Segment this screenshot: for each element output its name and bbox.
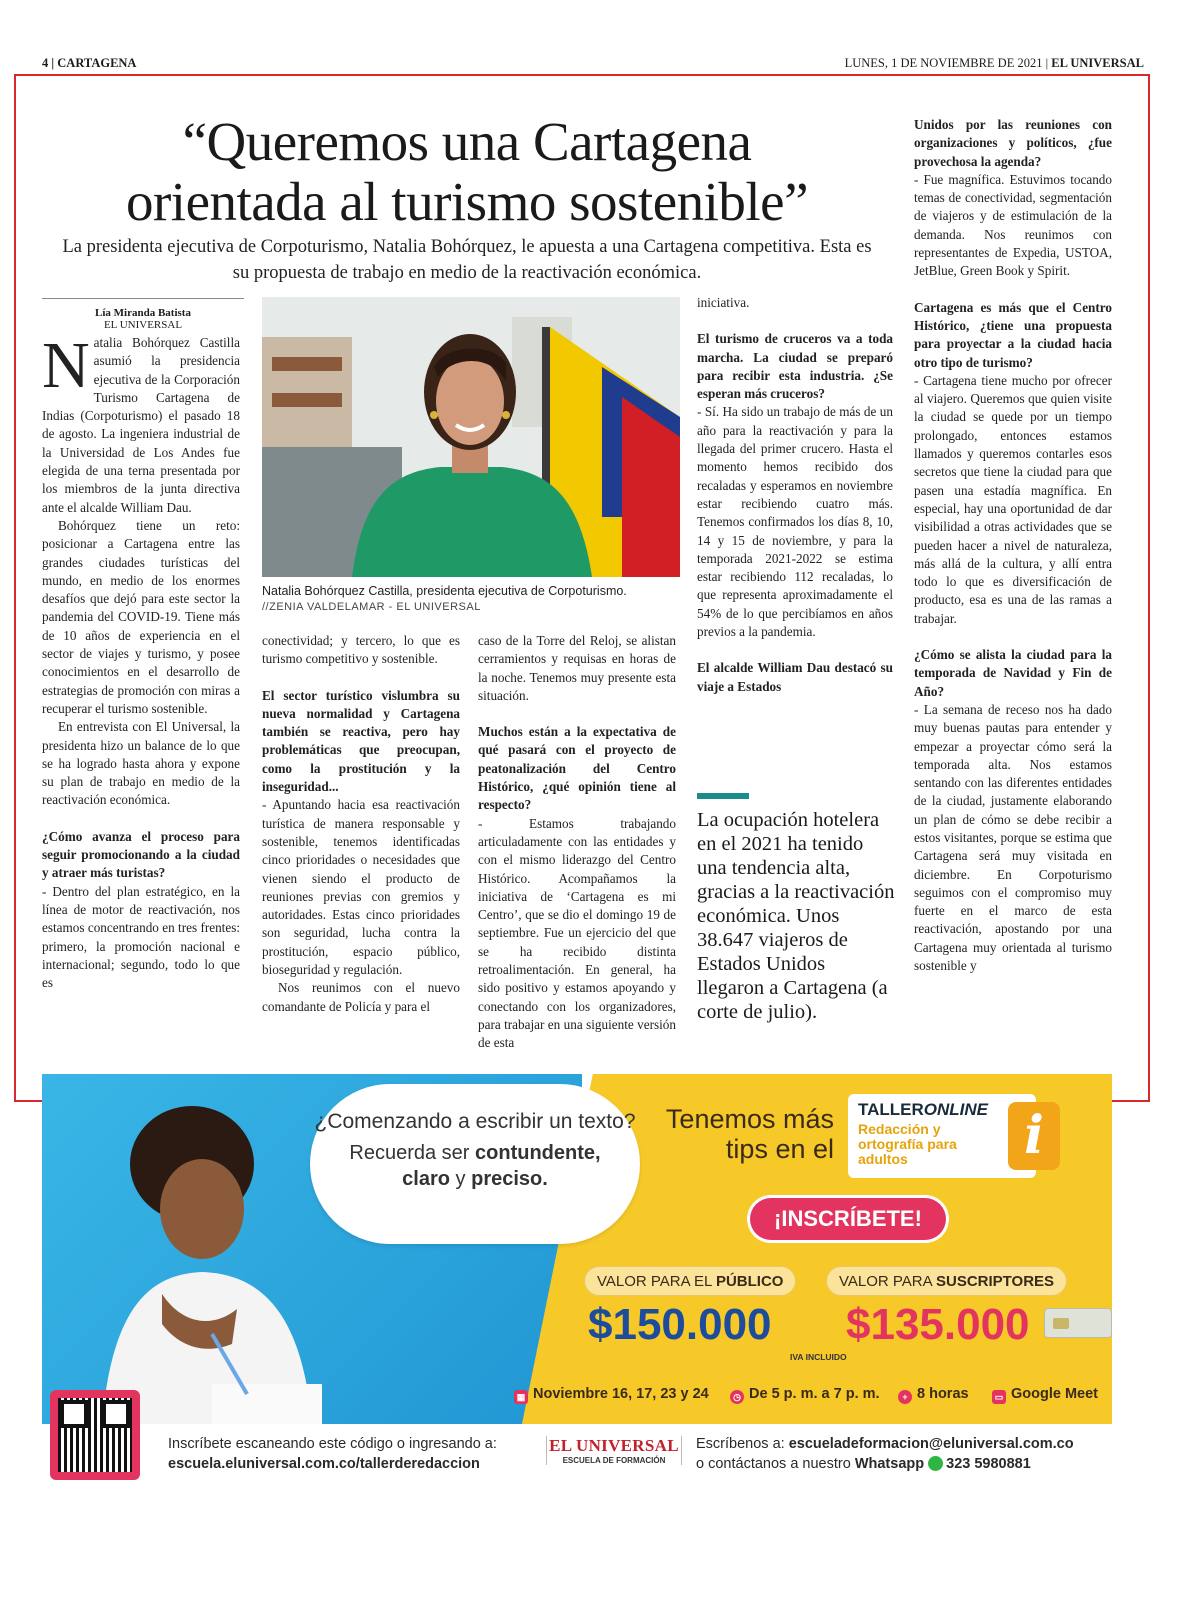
interview-answer: - Apuntando hacia esa reactivación turística de manera responsable y sostenible, tenemos identificadas cinco prioridades o necesidades que vienen siendo el producto de reuniones previas con gremios y autoridades. Estas cinco prioridades son seguridad, lucha contra la prostitución, espacio público, bioseguridad y regulación. [262,797,460,978]
outlet: EL UNIVERSAL [103,319,183,331]
info-icon: i [1008,1102,1060,1170]
public-price-label [584,1266,796,1296]
timer-icon: + [898,1390,912,1404]
bubble-text: Recuerda ser [349,1142,476,1164]
folio-right: LUNES, 1 DE NOVIEMBRE DE 2021 | EL UNIVERSAL [844,56,1144,70]
school-logo [546,1436,682,1465]
dropcap: N [42,329,90,402]
logo-subtitle: ESCUELA DE FORMACIÓN [562,1456,666,1465]
headline-line-2: orientada al turismo sostenible” [125,171,808,232]
interview-question: ¿Cómo se alista la ciudad para la temporada de Navidad y Fin de Año? [914,647,1112,699]
label-text: VALOR PARA EL [597,1273,716,1290]
caption-text: Natalia Bohórquez Castilla, presidenta ejecutiva de Corpoturismo. [262,584,627,598]
author: Lía Miranda Batista [95,307,191,319]
schedule-bar [512,1380,1112,1410]
lead-paragraph [42,329,240,517]
page-folio [42,56,1144,72]
subhead: La presidenta ejecutiva de Corpoturismo, Natalia Bohórquez, le apuesta a una Cartagena competitiva. Esta es su propuesta de trabajo en medio de la reactivación económica. [62,237,872,283]
signup-text: Inscríbete escaneando este código o ingresando a: [168,1436,497,1452]
paragraph: Bohórquez tiene un reto: posicionar a Cartagena entre las grandes ciudades turísticas del mundo, en medio de los enormes desafíos que dejó para este sector la pandemia del COVID-19. Tiene más de 10 años de experiencia en el sector de viajes y turismo, y posee conocimientos en el desarrollo de estrategias de promoción con miras a recuperar el turismo sostenible. [42,517,240,716]
column-2 [262,632,460,1016]
contact-email[interactable]: escueladeformacion@eluniversal.com.co [788,1436,1074,1452]
label-text: VALOR PARA [839,1273,936,1290]
tax-note: IVA INCLUIDO [790,1352,847,1362]
subscriber-price: $135.000 [846,1300,1030,1349]
column-3 [478,632,676,1053]
workshop-subtitle: Redacción y ortografía para adultos [858,1121,957,1167]
interview-question: El turismo de cruceros va a toda marcha. La ciudad se preparó para recibir esta industria. ¿Se esperan más cruceros? [697,331,893,402]
bubble-text: y [449,1168,472,1190]
schedule-platform [992,1386,1098,1404]
tips-heading: Tenemos más tips en el [665,1104,834,1164]
workshop-title [858,1100,1026,1120]
signup-button[interactable]: ¡INSCRÍBETE! [750,1198,946,1240]
interview-question: ¿Cómo avanza el proceso para seguir promocionando a la ciudad y atraer más turistas? [42,828,240,881]
contact-text: o contáctanos a nuestro [696,1456,855,1472]
portrait-illustration [262,297,680,577]
contact-phone-line [696,1454,1074,1474]
contact-info [696,1434,1074,1474]
interview-question: El sector turístico vislumbra su nueva normalidad y Cartagena también se reactiva, pero hay problemáticas que preocupan, como la prostitución y la inseguridad... [262,687,460,795]
paragraph: conectividad; y tercero, lo que es turismo competitivo y sostenible. [262,633,460,667]
time-text: De 5 p. m. a 7 p. m. [749,1386,880,1402]
workshop-title-text: TALLER [858,1100,924,1119]
bubble-question: ¿Comenzando a escribir un texto? [314,1110,636,1133]
lead-text: atalia Bohórquez Castilla asumió la presidencia ejecutiva de la Corporación Turismo Cartagena de Indias (Corpoturismo) el pasado 18 de agosto. La ingeniera industrial de la Universidad de Los Andes fue elegida de una terna presentada por los miembros de la junta directiva ante el alcalde William Dau. [42,335,240,515]
photo-caption [262,583,682,615]
interview-answer: - Cartagena tiene mucho por ofrecer al viajero. Queremos que quien visite la ciudad se quede por un tiempo prolongado, entonces estamos llamados y queremos contarles esos secretos que tiene la ciudad para que pasen una estadía magnífica. En especial, hay una oportunidad de dar visibilidad a otras actividades que se pueden hacer a nivel de naturaleza, más allá de la cultura, y allí entra todo lo que es diversificación de producto, esa es una de las ramas a trabajar. [914,372,1112,626]
speech-bubble [310,1084,640,1244]
workshop-advertisement[interactable] [42,1074,1112,1484]
whatsapp-label: Whatsapp [854,1456,925,1472]
logo-name: EL UNIVERSAL [549,1436,679,1455]
signup-instructions [168,1434,497,1474]
headline-line-1: “Queremos una Cartagena [182,111,752,172]
paragraph: Nos reunimos con el nuevo comandante de Policía y para el [262,980,460,1014]
public-price: $150.000 [588,1300,772,1349]
contact-email-line [696,1434,1074,1454]
monitor-icon: ▭ [992,1390,1006,1404]
interview-answer: - Fue magnífica. Estuvimos tocando temas de conectividad, segmentación de viajeros y de estimulación de la demanda. Nos reunimos con representantes de Expedia, USTOA, JetBlue, Green Book y Spirit. [914,171,1112,279]
interview-question: Cartagena es más que el Centro Histórico, ¿tiene una propuesta para proyectar a la ciudad hacia otro tipo de turismo? [914,299,1112,370]
label-emphasis: PÚBLICO [715,1273,784,1290]
photo-credit: //ZENIA VALDELAMAR - EL UNIVERSAL [262,601,481,613]
bubble-emphasis: preciso. [471,1168,548,1190]
contact-label: Escríbenos a: [696,1436,789,1452]
issue-date: LUNES, 1 DE NOVIEMBRE DE 2021 [844,56,1043,70]
schedule-time [730,1386,880,1404]
bubble-emphasis: claro [402,1168,450,1190]
credit-card-icon [1044,1308,1112,1338]
byline [42,298,244,331]
paragraph: caso de la Torre del Reloj, se alistan cerramientos y requisas en horas de la noche. Tenemos muy presente esta situación. [478,633,676,703]
student-illustration [62,1094,322,1424]
qr-pattern [58,1398,132,1472]
bubble-advice [310,1140,640,1192]
interview-answer: - Dentro del plan estratégico, en la línea de motor de reactivación, nos estamos concentrando en tres frentes: primero, la promoción nacional e internacional; segundo, todo lo que es [42,883,240,991]
label-emphasis: SUSCRIPTORES [935,1273,1055,1290]
interview-answer: - Estamos trabajando articuladamente con las entidades y con el mismo liderazgo del Centro Histórico. Acompañamos la iniciativa de ‘Cartagena es mi Centro’, que se dio el domingo 19 de septiembre. Fue un ejercicio del que se ha recibido distinta retroalimentación. En general, ha sido positivo y estamos apoyando y conectando con los organizadores, para trabajar en una siguiente versión de esta [478,815,676,1051]
clock-icon: ◷ [730,1390,744,1404]
section-name: CARTAGENA [57,56,137,70]
subscriber-price-label [826,1266,1067,1296]
page-number: 4 [42,56,49,70]
pullquote-accent [697,793,749,799]
contact-phone[interactable]: 323 5980881 [946,1456,1031,1472]
column-5 [914,116,1112,975]
schedule-hours [898,1386,969,1404]
paragraph: En entrevista con El Universal, la presidenta hizo un balance de lo que se ha logrado hasta ahora y expone su plan de trabajo en medio de la reactivación económica. [42,719,240,808]
dates-text: Noviembre 16, 17, 23 y 24 [533,1386,709,1402]
column-1 [42,329,240,992]
interview-answer: - Sí. Ha sido un trabajo de más de un año para la reactivación y para la llegada del primer crucero. Hasta el momento hemos recibido dos recaladas y esperamos en noviembre estar recibiendo cuatro más. Tenemos confirmados los días 8, 10, 14 y 15 de noviembre, y para la temporada 2021-2022 se estima estar recibiendo 112 recaladas, lo que representa aproximadamente el 54% de lo que percibíamos en años previos a la pandemia. [697,404,893,640]
signup-url[interactable]: escuela.eluniversal.com.co/tallerderedaccion [168,1456,480,1472]
interview-answer: - La semana de receso nos ha dado muy buenas pautas para entender y empezar a proyectar cómo será la temporada alta. Nos estamos sentando con las diferentes entidades de la ciudad, justamente elaborando un plan de cómo se debe recibir a estos visitantes, porque se estima que Cartagena será muy visitada en diciembre. En Corpoturismo seguimos con el compromiso muy fuerte en el marco de esta reactivación, apostando por una Cartagena muy orientada al turismo sostenible y [914,701,1112,974]
paper-name: EL UNIVERSAL [1051,56,1144,70]
platform-text: Google Meet [1011,1386,1099,1402]
workshop-online: ONLINE [923,1100,989,1119]
column-4 [697,294,893,696]
portrait-photo [262,297,680,577]
interview-question: Unidos por las reuniones con organizaciones y políticos, ¿fue provechosa la agenda? [914,117,1112,169]
hours-text: 8 horas [917,1386,969,1402]
pullquote: La ocupación hotelera en el 2021 ha tenido una tendencia alta, gracias a la reactivación económica. Unos 38.647 viajeros de Estados Unidos llegaron a Cartagena (a corte de julio). [697,809,895,1023]
bubble-emphasis: contundente, [475,1142,601,1164]
interview-question: El alcalde William Dau destacó su viaje a Estados [697,660,893,694]
qr-code[interactable] [50,1390,140,1480]
schedule-dates [514,1386,709,1404]
folio-left: 4 | CARTAGENA [42,56,137,70]
whatsapp-icon [928,1456,943,1471]
interview-question: Muchos están a la expectativa de qué pasará con el proyecto de peatonalización del Centro Histórico, ¿qué opinión tiene al respecto? [478,724,676,813]
calendar-icon: ▦ [514,1390,528,1404]
headline [42,112,892,232]
paragraph: iniciativa. [697,295,750,310]
